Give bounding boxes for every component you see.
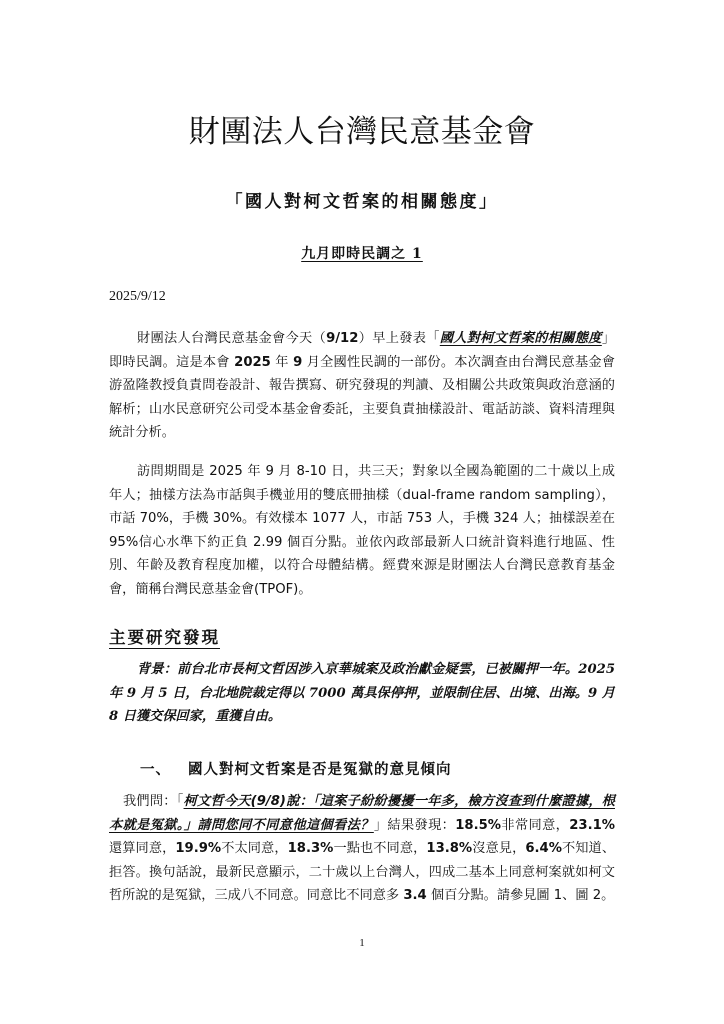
page-number: 1 bbox=[359, 937, 365, 949]
s1-text: 非常同意， bbox=[501, 817, 570, 833]
intro-text: 年 bbox=[270, 354, 294, 370]
s1-text: 不太同意， bbox=[221, 841, 288, 856]
findings-heading: 主要研究發現 bbox=[109, 628, 220, 647]
intro-text: 財團法人台灣民意基金會今天（ bbox=[137, 331, 327, 346]
s1-value: 13.8% bbox=[426, 841, 473, 856]
s1-value: 19.9% bbox=[175, 841, 222, 856]
s1-text: 個百分點。請參見圖 1、圖 2。 bbox=[426, 888, 615, 903]
section-1-heading bbox=[140, 758, 452, 779]
intro-text: 月全國性民調的一部份。本次調查由台灣民意基金會游盈隆教授負責問卷設計、報告撰寫、研究發現的判讀、及相關公共政策與政治意涵的解析；山水民意研究公司受本基金會委託，主要負責抽樣設計、電話訪談、資料清理與統計分析。 bbox=[109, 354, 615, 440]
s1-text: 我們問：「 bbox=[123, 794, 184, 809]
section-1-paragraph bbox=[109, 790, 615, 908]
s1-question: 柯文哲今天(9/8)說：「這案子紛紛擾擾一年多，檢方沒查到什麼證據，根本就是冤獄。」請問您同不同意他這個看法？ bbox=[109, 794, 615, 833]
background-paragraph: 背景：前台北市長柯文哲因涉入京華城案及政治獻金疑雲，已被關押一年。2025 年 9 月 5 日，台北地院裁定得以 7000 萬具保停押，並限制住居、出境、出海。9 月 8 日獲交保回家，重獲自由。 bbox=[109, 662, 615, 724]
s1-value: 6.4% bbox=[525, 841, 562, 856]
s1-text: 一點也不同意， bbox=[333, 841, 427, 856]
intro-date: 9/12 bbox=[326, 331, 359, 346]
s1-text: 還算同意， bbox=[109, 841, 176, 856]
intro-report-title: 國人對柯文哲案的相關態度 bbox=[439, 331, 602, 346]
s1-text: 沒意見， bbox=[472, 841, 526, 856]
intro-paragraph-1 bbox=[109, 327, 615, 445]
poll-series-label bbox=[0, 243, 724, 263]
s1-value: 23.1% bbox=[569, 817, 615, 833]
section-1-title: 國人對柯文哲案是否是冤獄的意見傾向 bbox=[188, 761, 452, 778]
s1-value: 3.4 bbox=[403, 888, 427, 903]
intro-month: 9 bbox=[293, 354, 303, 370]
section-1-number: 一、 bbox=[140, 761, 171, 778]
report-title: 「國人對柯文哲案的相關態度」 bbox=[225, 192, 499, 212]
s1-value: 18.3% bbox=[287, 841, 334, 856]
release-date: 2025/9/12 bbox=[109, 289, 166, 304]
poll-series-text: 九月即時民調之 1 bbox=[301, 246, 423, 262]
intro-paragraph-2: 訪問期間是 2025 年 9 月 8-10 日，共三天；對象以全國為範圍的二十歲以上成年人；抽樣方法為市話與手機並用的雙底冊抽樣（dual-frame random sampling），市話 70%，手機 30%。有效樣本 1077 人，市話 753 人，手機 324 人；抽樣誤差在 95%信心水準下約正負 2.99 個百分點。並依內政部最新人口統計資料進行地區、性別、年齡及教育程度加權，以符合母體結構。經費來源是財團法人台灣民意教育基金會，簡稱台灣民意基金會(TPOF)。 bbox=[109, 464, 615, 597]
organization-title: 財團法人台灣民意基金會 bbox=[188, 114, 536, 150]
intro-text: ）早上發表「 bbox=[358, 331, 440, 346]
s1-text: 不知道、拒答。換句話說，最新民意顯示，二十歲以上台灣人，四成二基本上同意柯案就如柯文哲所說的是冤獄，三成八不同意。同意比不同意多 bbox=[109, 841, 616, 903]
intro-text: 」即時民調。這是本會 bbox=[109, 331, 616, 370]
intro-year: 2025 bbox=[234, 354, 271, 370]
s1-text: 」結果發現： bbox=[373, 817, 456, 833]
s1-value: 18.5% bbox=[455, 817, 501, 833]
